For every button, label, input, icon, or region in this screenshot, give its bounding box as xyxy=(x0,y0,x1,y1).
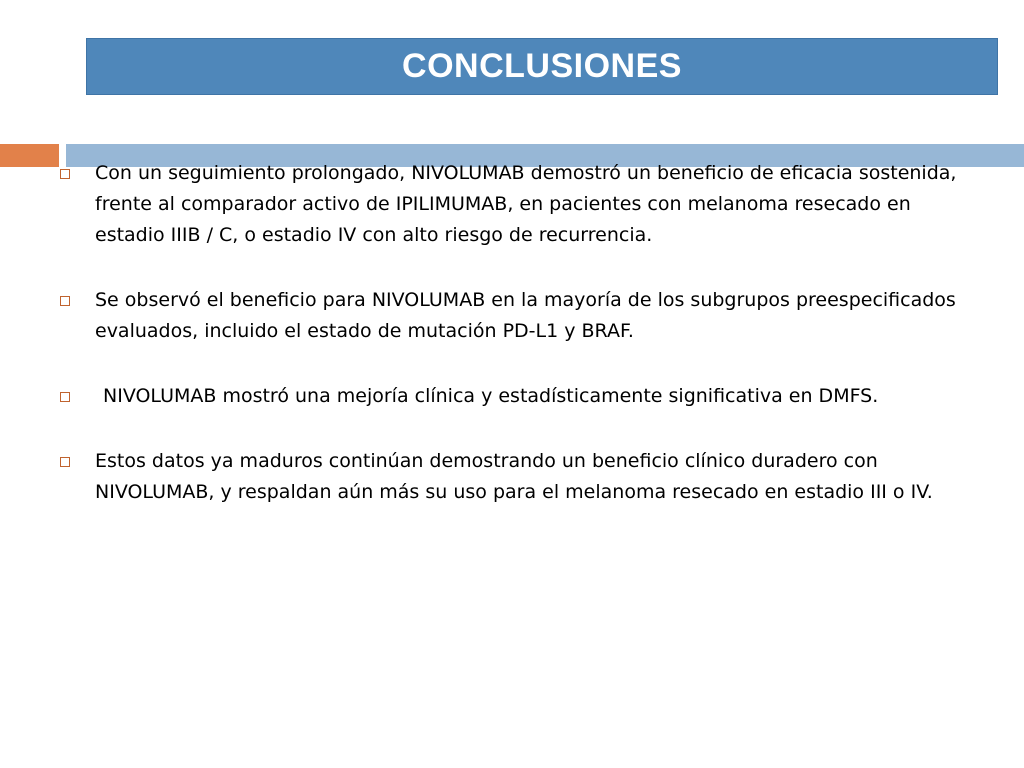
title-bar xyxy=(86,38,998,95)
bullet-text: Se observó el beneficio para NIVOLUMAB en la mayoría de los subgrupos preespecificados evaluados, incluido el estado de mutación PD-L1 y BRAF. xyxy=(95,289,956,342)
square-bullet-icon xyxy=(60,457,70,467)
accent-bar-orange xyxy=(0,144,59,167)
slide-title: CONCLUSIONES xyxy=(402,47,682,85)
square-bullet-icon xyxy=(60,296,70,306)
square-bullet-icon xyxy=(60,169,70,179)
square-bullet-icon xyxy=(60,392,70,402)
bullet-text: Estos datos ya maduros continúan demostrando un beneficio clínico duradero con NIVOLUMAB, y respaldan aún más su uso para el melanoma resecado en estadio III o IV. xyxy=(95,450,933,503)
bullet-text: NIVOLUMAB mostró una mejoría clínica y estadísticamente significativa en DMFS. xyxy=(103,385,879,407)
bullet-item xyxy=(60,446,980,508)
bullet-text: Con un seguimiento prolongado, NIVOLUMAB demostró un beneficio de eficacia sostenida, frente al comparador activo de IPILIMUMAB, en pacientes con melanoma resecado en estadio IIIB / C, o estadio IV con alto riesgo de recurrencia. xyxy=(95,162,957,246)
bullet-item xyxy=(60,158,980,251)
bullet-item xyxy=(60,285,980,347)
bullet-list xyxy=(60,158,980,542)
bullet-item xyxy=(60,381,980,412)
